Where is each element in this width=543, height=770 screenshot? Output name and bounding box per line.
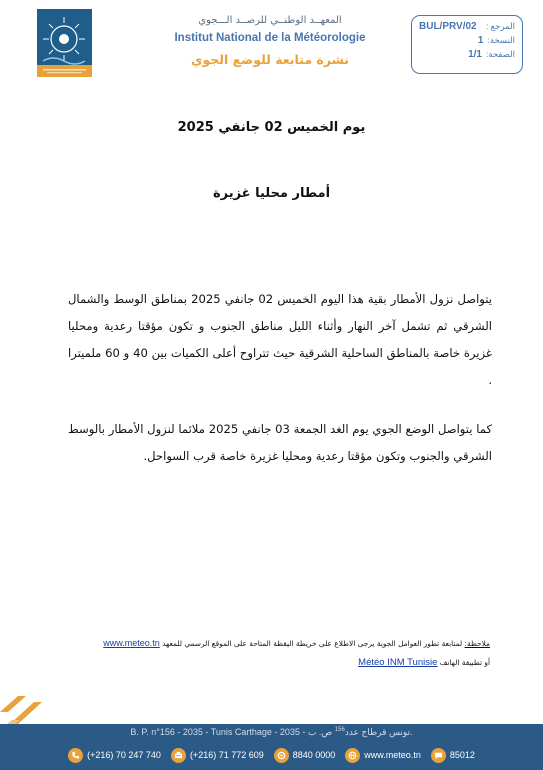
- app-link[interactable]: Météo INM Tunisie: [358, 657, 438, 668]
- address-ar-suffix: عدد: [344, 727, 359, 737]
- note-text-2: أو تطبيقة الهاتف: [439, 658, 490, 667]
- website-text[interactable]: www.meteo.tn: [364, 750, 421, 760]
- footer: [0, 724, 543, 770]
- phone-icon: [68, 748, 83, 763]
- contact-sms: [431, 748, 475, 763]
- ref-row-version: [419, 35, 515, 49]
- address-fr: B. P. n°156 - 2035 - Tunis Carthage: [130, 727, 272, 737]
- hotline-number: 8840 0000: [292, 750, 336, 760]
- ref-label: النسخة:: [487, 35, 515, 45]
- globe-icon: [345, 748, 360, 763]
- institute-name-fr: Institut National de la Météorologie: [174, 32, 366, 44]
- date-title: يوم الخميس 02 جانفي 2025: [177, 120, 366, 135]
- contact-website[interactable]: [345, 748, 421, 763]
- main-title: أمطار محليا غزيرة: [212, 186, 331, 201]
- note-text: لمتابعة تطور العوامل الجوية يرجى الاطلاع على خريطة اليقظة المتاحة على الموقع الرسمي للمعهد: [162, 639, 463, 648]
- fax-icon: [171, 748, 186, 763]
- contact-hotline: [274, 748, 336, 763]
- sms-icon: [431, 748, 446, 763]
- inm-logo-icon: [37, 9, 92, 77]
- website-link[interactable]: www.meteo.tn: [103, 638, 160, 648]
- ref-row-reference: [419, 21, 515, 35]
- paragraph-1: يتواصل نزول الأمطار بقية هذا اليوم الخميس 02 جانفي 2025 بمناطق الوسط والشمال الشرقي ثم تشمل آخر النهار وأثناء الليل مناطق الجنوب و تكون مؤقتا رعدية ومحليا غزيرة خاصة بالمناطق الساحلية الشرقية حيث تتراوح أعلى الكميات بين 40 و 60 ملميترا .: [68, 292, 493, 387]
- footer-address: [0, 727, 543, 738]
- bulletin-title: نشرة متابعة للوضع الجوي: [190, 52, 350, 67]
- ref-value: 1/1: [468, 49, 482, 60]
- contact-fax: [171, 748, 264, 763]
- ref-value: BUL/PRV/02: [419, 21, 477, 32]
- note: [70, 634, 490, 672]
- ref-label: المرجع :: [485, 21, 515, 31]
- ref-label: الصفحة:: [485, 49, 515, 59]
- note-line-1: [70, 634, 490, 653]
- ref-value: 1: [477, 35, 484, 46]
- contact-phone: [68, 748, 161, 763]
- phone-number: (+216) 70 247 740: [87, 750, 161, 760]
- address-ar: - 2035 - تونس قرطاج: [274, 727, 411, 737]
- reference-box: [411, 15, 523, 74]
- note-label: ملاحظة:: [464, 639, 490, 648]
- address-ar-prefix: ص. ب.: [307, 727, 413, 737]
- ref-row-page: [419, 49, 515, 63]
- fax-number: (+216) 71 772 609: [189, 750, 264, 760]
- paragraph-2: كما يتواصل الوضع الجوي يوم الغد الجمعة 03 جانفي 2025 ملائما لنزول الأمطار بالوسط الشرقي والجنوب وتكون مؤقتا رعدية ومحليا غزيرة خاصة قرب السواحل.: [68, 422, 493, 463]
- sms-number: 85012: [449, 750, 475, 760]
- institute-name-ar: المعهــد الوطنــي للرصــد الـــجوي: [198, 15, 342, 26]
- footer-contacts: [0, 744, 543, 766]
- address-ar-number: 156: [334, 727, 345, 733]
- note-line-2: [70, 653, 490, 672]
- hotline-icon: [274, 748, 289, 763]
